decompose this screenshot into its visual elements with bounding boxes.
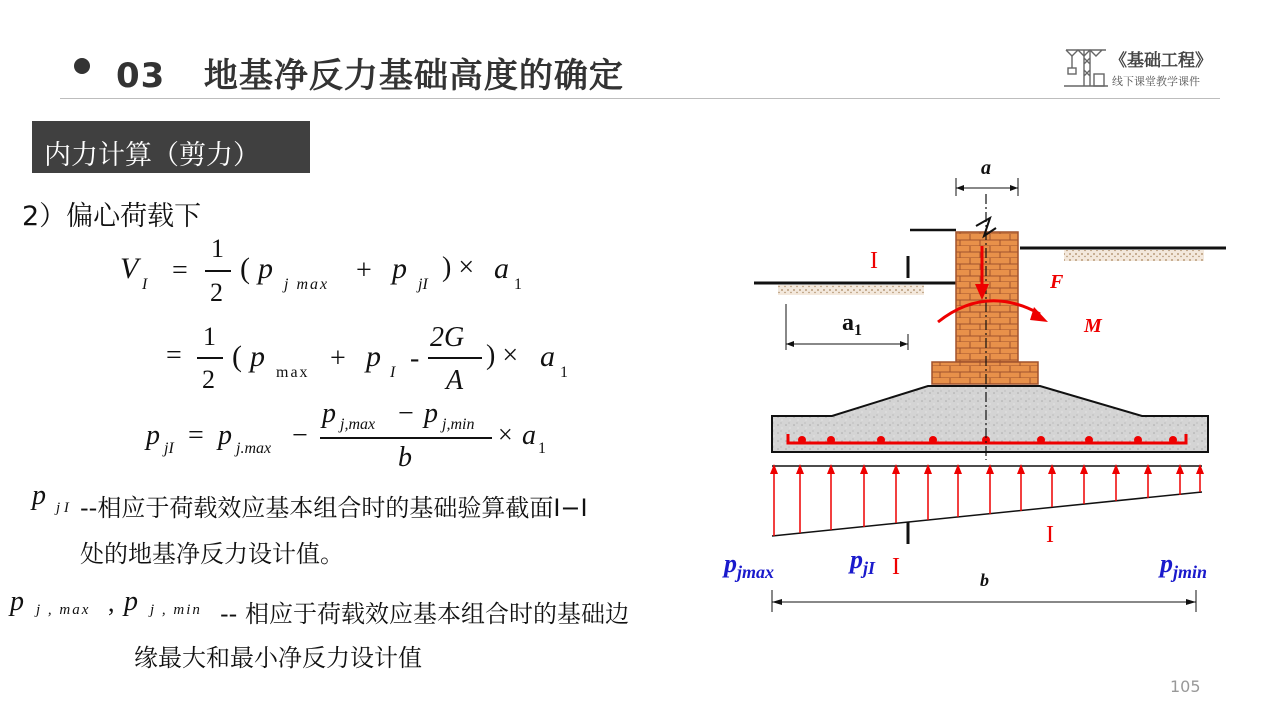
eq3-num-p1: p [322,398,336,429]
title-divider [60,98,1220,99]
def1-symbol-sub: j I [56,500,69,516]
eq1-V-sub: I [142,276,148,293]
label-I-right: I [1046,522,1054,548]
page-title [116,48,624,97]
eq3-num-p2-sub: j,min [442,416,475,433]
logo-title: 《基础工程》 [1110,51,1212,71]
eq1-plus: + [356,255,372,286]
pressure-diagram [770,464,1204,536]
eq2-frac-den: 2 [202,365,215,394]
def2-comma: , [108,588,115,617]
label-pjI: $p_{jI}$ [850,545,876,578]
eq2-g-bar [428,357,482,359]
eq3-num-p2: p [424,398,438,429]
def2-symbol-1: p [10,586,24,617]
ground-left [754,283,956,295]
eq3-frac-bar [320,437,492,439]
eq1-frac-den: 2 [210,278,223,307]
label-I-top: I [870,248,878,274]
eq3-num-p1-sub: j,max [340,416,376,433]
eq2-p1: p [250,340,265,373]
title-number: 03 [116,56,166,96]
ground-right [1020,248,1226,261]
eq1-p2: p [392,252,407,285]
def1-text-line2: 处的地基净反力设计值。 [80,540,344,568]
crane-logo-icon [1062,44,1110,88]
eq3-a-sub: 1 [538,440,546,457]
eq2-open-paren: ( [232,340,242,373]
eq2-p2: p [366,340,381,373]
eq2-g-den: A [446,365,464,396]
eq3-minus: − [292,420,308,451]
eq2-g-num: 2G [430,322,465,353]
label-b: b [980,570,989,590]
brick-plinth [932,362,1038,384]
logo-subtitle: 线下课堂教学课件 [1112,75,1200,88]
eq2-plus: + [330,343,346,374]
eq2-p1-sub: max [276,364,310,381]
label-I-bottom: I [892,554,900,580]
eq3-p-sub: jI [164,440,174,457]
eq2-a: a [540,340,555,373]
eq2-close-times: ) × [486,340,519,371]
eq3-p1: p [218,420,232,451]
eq1-p1-sub: j max [284,276,330,293]
eq1-a-sub: 1 [514,276,522,293]
eq2-p2-sub: I [390,364,396,381]
title-text: 地基净反力基础高度的确定 [203,56,624,96]
eq2-frac-bar [197,357,223,359]
label-F: F [1050,271,1064,293]
label-pjmax: $p_{jmax}$ [724,549,775,582]
def2-symbol-1-sub: j , max [36,602,91,618]
eq3-p: p [146,420,160,451]
eq1-equals: = [172,255,188,286]
dimension-b [772,590,1196,612]
eq1-a: a [494,252,509,285]
eq1-p1: p [258,252,273,285]
label-pjmin: $p_{jmin}$ [1160,549,1208,582]
eq2-frac-num: 1 [203,322,216,351]
eq1-V: V [120,252,139,285]
label-a1: $a_1$ [842,310,862,339]
label-a: a [981,157,991,179]
eq1-frac-num: 1 [211,234,224,263]
brick-column [956,232,1018,362]
eq3-num-minus: − [398,398,414,429]
def2-text-line1: -- 相应于荷载效应基本组合时的基础边 [220,600,629,628]
eq3-equals: = [188,420,204,451]
eq2-minus: - [410,343,420,374]
eq3-a: a [522,420,536,451]
section-label: 内力计算（剪力） [44,140,260,171]
def1-text-line1: --相应于荷载效应基本组合时的基础验算截面I−I [80,494,588,522]
eq2-equals: = [166,340,182,371]
def1-symbol: p [32,480,46,511]
page-number: 105 [1170,677,1201,696]
def2-symbol-2: p [124,586,138,617]
dimension-a [956,178,1018,196]
eq2-a-sub: 1 [560,364,568,381]
eq1-frac-bar [205,270,231,272]
eq1-p2-sub: jI [418,276,428,293]
subheading: 2）偏心荷载下 [22,201,202,232]
label-M: M [1084,315,1102,337]
eq1-open-paren: ( [240,252,250,285]
eq3-den: b [398,442,412,473]
footing-diagram [720,150,1260,630]
def2-text-line2: 缘最大和最小净反力设计值 [134,644,422,672]
title-bullet [74,58,90,74]
eq3-times: × [498,420,513,449]
def2-symbol-2-sub: j , min [150,602,202,618]
eq1-close-times: ) × [442,252,475,283]
eq3-p1-sub: j.max [236,440,272,457]
